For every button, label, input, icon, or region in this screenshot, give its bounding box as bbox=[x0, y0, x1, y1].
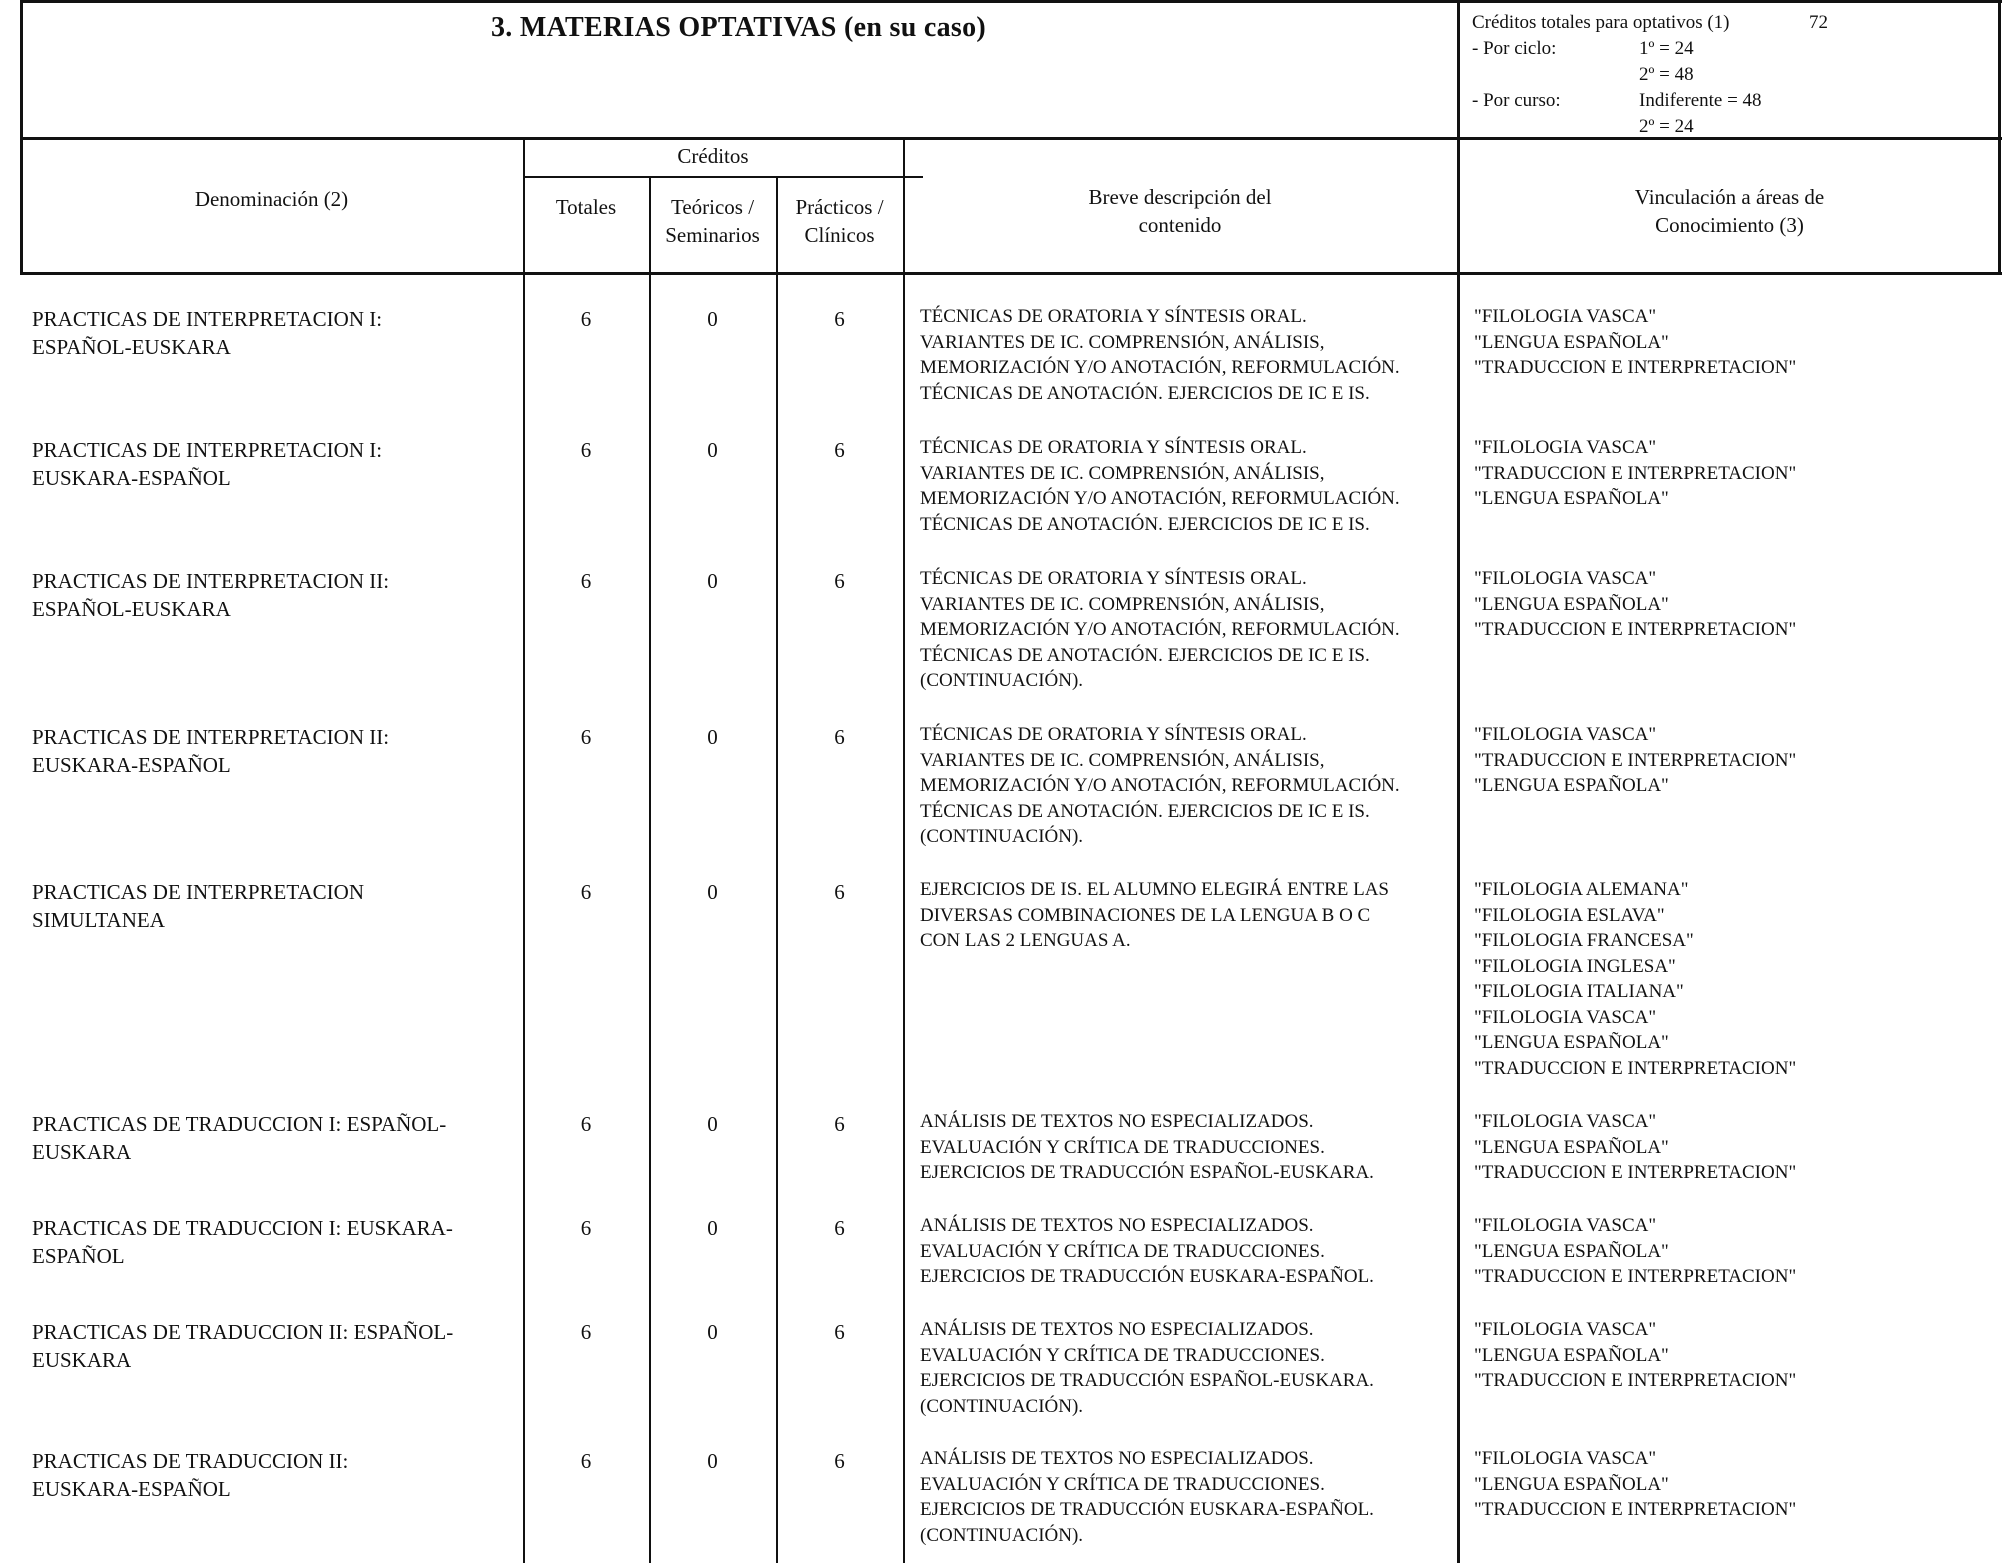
row-0-name bbox=[32, 305, 382, 361]
row-8-desc-line1: ANÁLISIS DE TEXTOS NO ESPECIALIZADOS. bbox=[920, 1448, 1314, 1469]
per-course-first: Indiferente = 48 bbox=[1639, 90, 1762, 111]
row-0-practicos: 6 bbox=[834, 307, 845, 331]
per-cycle-label: - Por ciclo: bbox=[1472, 38, 1557, 59]
row-2-name bbox=[32, 567, 389, 623]
col-totales-border bbox=[649, 176, 651, 1563]
row-0-area-3: "TRADUCCION E INTERPRETACION" bbox=[1474, 357, 1797, 378]
row-0-name-line1: PRACTICAS DE INTERPRETACION I: bbox=[32, 307, 383, 331]
row-5-desc-line1: ANÁLISIS DE TEXTOS NO ESPECIALIZADOS. bbox=[920, 1111, 1314, 1132]
row-2-area-3: "TRADUCCION E INTERPRETACION" bbox=[1474, 619, 1797, 640]
col-header-totales: Totales bbox=[555, 195, 617, 219]
row-5-teoricos: 0 bbox=[707, 1112, 718, 1136]
row-6-desc-line1: ANÁLISIS DE TEXTOS NO ESPECIALIZADOS. bbox=[920, 1215, 1314, 1236]
row-7-desc-line3: EJERCICIOS DE TRADUCCIÓN ESPAÑOL-EUSKARA. bbox=[920, 1370, 1374, 1391]
row-8-area-2: "LENGUA ESPAÑOLA" bbox=[1474, 1473, 1669, 1495]
row-1-name-line1: PRACTICAS DE INTERPRETACION I: bbox=[32, 438, 383, 462]
row-2-description bbox=[920, 566, 1400, 694]
row-1-desc-line3: MEMORIZACIÓN Y/O ANOTACIÓN, REFORMULACIÓN. bbox=[920, 488, 1400, 509]
row-1-desc-line2: VARIANTES DE IC. COMPRENSIÓN, ANÁLISIS, bbox=[920, 462, 1325, 484]
row-6-desc-line2: EVALUACIÓN Y CRÍTICA DE TRADUCCIONES. bbox=[920, 1240, 1325, 1262]
row-2-desc-line1: TÉCNICAS DE ORATORIA Y SÍNTESIS ORAL. bbox=[920, 568, 1307, 589]
col-header-teoricos bbox=[649, 193, 776, 249]
row-6-area-1: "FILOLOGIA VASCA" bbox=[1474, 1215, 1657, 1236]
row-4-area-6: "FILOLOGIA VASCA" bbox=[1474, 1006, 1657, 1028]
col-header-practicos-line2: Clínicos bbox=[804, 223, 875, 247]
row-7-description bbox=[920, 1317, 1374, 1419]
row-8-area-1: "FILOLOGIA VASCA" bbox=[1474, 1448, 1657, 1469]
row-7-totales: 6 bbox=[580, 1320, 592, 1344]
row-1-name bbox=[32, 436, 382, 492]
row-8-area-3: "TRADUCCION E INTERPRETACION" bbox=[1474, 1499, 1797, 1520]
row-3-desc-line3: MEMORIZACIÓN Y/O ANOTACIÓN, REFORMULACIÓN. bbox=[920, 775, 1400, 796]
row-7-area-1: "FILOLOGIA VASCA" bbox=[1474, 1319, 1657, 1340]
row-0-desc-line1: TÉCNICAS DE ORATORIA Y SÍNTESIS ORAL. bbox=[920, 306, 1307, 327]
row-5-area-1: "FILOLOGIA VASCA" bbox=[1474, 1111, 1657, 1132]
row-0-name-line2: ESPAÑOL-EUSKARA bbox=[32, 335, 231, 359]
row-8-name bbox=[32, 1447, 348, 1503]
row-3-name-line1: PRACTICAS DE INTERPRETACION II: bbox=[32, 725, 390, 749]
row-4-area-8: "TRADUCCION E INTERPRETACION" bbox=[1474, 1057, 1797, 1079]
row-3-teoricos: 0 bbox=[707, 725, 718, 749]
credits-summary bbox=[1472, 10, 1992, 140]
row-6-area-2: "LENGUA ESPAÑOLA" bbox=[1474, 1240, 1669, 1262]
row-8-desc-line2: EVALUACIÓN Y CRÍTICA DE TRADUCCIONES. bbox=[920, 1473, 1325, 1495]
row-6-totales: 6 bbox=[580, 1216, 592, 1240]
col-header-practicos-line1: Prácticos / bbox=[795, 195, 884, 219]
row-2-totales: 6 bbox=[580, 569, 592, 593]
col-header-creditos: Créditos bbox=[677, 144, 749, 168]
row-1-area-3: "LENGUA ESPAÑOLA" bbox=[1474, 488, 1669, 509]
column-header-divider bbox=[20, 272, 2002, 275]
row-7-name bbox=[32, 1318, 453, 1374]
credits-total-label: Créditos totales para optativos (1) bbox=[1472, 12, 1730, 33]
row-6-description bbox=[920, 1213, 1374, 1290]
row-1-desc-line4: TÉCNICAS DE ANOTACIÓN. EJERCICIOS DE IC E IS. bbox=[920, 513, 1370, 535]
row-0-area-2: "LENGUA ESPAÑOLA" bbox=[1474, 331, 1669, 353]
row-7-area-2: "LENGUA ESPAÑOLA" bbox=[1474, 1344, 1669, 1366]
row-4-practicos: 6 bbox=[834, 880, 845, 904]
row-5-areas bbox=[1474, 1109, 1796, 1186]
row-4-area-1: "FILOLOGIA ALEMANA" bbox=[1474, 879, 1689, 900]
row-6-desc-line3: EJERCICIOS DE TRADUCCIÓN EUSKARA-ESPAÑOL. bbox=[920, 1266, 1374, 1287]
col-header-descripcion-line2: contenido bbox=[1138, 213, 1222, 237]
row-1-area-2: "TRADUCCION E INTERPRETACION" bbox=[1474, 462, 1797, 484]
col-header-vinculacion-line1: Vinculación a áreas de bbox=[1634, 185, 1825, 209]
row-4-desc-line3: CON LAS 2 LENGUAS A. bbox=[920, 930, 1131, 951]
row-1-name-line2: EUSKARA-ESPAÑOL bbox=[32, 466, 231, 490]
row-7-practicos: 6 bbox=[834, 1320, 845, 1344]
row-3-desc-line1: TÉCNICAS DE ORATORIA Y SÍNTESIS ORAL. bbox=[920, 724, 1307, 745]
row-3-description bbox=[920, 722, 1400, 850]
row-1-practicos: 6 bbox=[834, 438, 845, 462]
row-8-areas bbox=[1474, 1446, 1796, 1523]
row-8-name-line2: EUSKARA-ESPAÑOL bbox=[32, 1477, 231, 1501]
row-6-teoricos: 0 bbox=[707, 1216, 718, 1240]
col-header-descripcion bbox=[903, 183, 1457, 239]
per-cycle-second: 2º = 48 bbox=[1639, 64, 1694, 85]
col-header-teoricos-line1: Teóricos / bbox=[670, 195, 755, 219]
row-5-practicos: 6 bbox=[834, 1112, 845, 1136]
row-6-name-line2: ESPAÑOL bbox=[32, 1244, 125, 1268]
top-border bbox=[20, 0, 2002, 3]
row-1-areas bbox=[1474, 435, 1796, 512]
row-3-area-2: "TRADUCCION E INTERPRETACION" bbox=[1474, 749, 1797, 771]
row-8-desc-line4: (CONTINUACIÓN). bbox=[920, 1524, 1084, 1546]
row-4-desc-line2: DIVERSAS COMBINACIONES DE LA LENGUA B O C bbox=[920, 904, 1371, 926]
col-denominacion-border bbox=[523, 137, 525, 1563]
col-header-teoricos-line2: Seminarios bbox=[665, 223, 760, 247]
row-2-desc-line2: VARIANTES DE IC. COMPRENSIÓN, ANÁLISIS, bbox=[920, 593, 1325, 615]
row-5-area-2: "LENGUA ESPAÑOLA" bbox=[1474, 1136, 1669, 1158]
row-2-practicos: 6 bbox=[834, 569, 845, 593]
row-1-totales: 6 bbox=[580, 438, 592, 462]
row-0-totales: 6 bbox=[580, 307, 592, 331]
row-4-area-5: "FILOLOGIA ITALIANA" bbox=[1474, 981, 1684, 1002]
row-0-areas bbox=[1474, 304, 1796, 381]
row-4-totales: 6 bbox=[580, 880, 592, 904]
row-4-name bbox=[32, 878, 364, 934]
row-8-name-line1: PRACTICAS DE TRADUCCION II: bbox=[32, 1449, 349, 1473]
row-3-desc-line2: VARIANTES DE IC. COMPRENSIÓN, ANÁLISIS, bbox=[920, 749, 1325, 771]
col-header-vinculacion-line2: Conocimiento (3) bbox=[1655, 213, 1804, 237]
row-0-desc-line4: TÉCNICAS DE ANOTACIÓN. EJERCICIOS DE IC E IS. bbox=[920, 382, 1370, 404]
row-3-name-line2: EUSKARA-ESPAÑOL bbox=[32, 753, 231, 777]
row-3-desc-line4: TÉCNICAS DE ANOTACIÓN. EJERCICIOS DE IC E IS. bbox=[920, 800, 1370, 822]
col-header-vinculacion bbox=[1457, 183, 2002, 239]
row-5-name-line1: PRACTICAS DE TRADUCCION I: ESPAÑOL- bbox=[32, 1112, 447, 1136]
row-2-desc-line5: (CONTINUACIÓN). bbox=[920, 670, 1084, 691]
per-course-label: - Por curso: bbox=[1472, 90, 1561, 111]
row-7-desc-line4: (CONTINUACIÓN). bbox=[920, 1395, 1084, 1417]
row-8-description bbox=[920, 1446, 1374, 1548]
row-0-desc-line3: MEMORIZACIÓN Y/O ANOTACIÓN, REFORMULACIÓN. bbox=[920, 357, 1400, 378]
col-header-denominacion: Denominación (2) bbox=[194, 187, 349, 211]
row-3-area-1: "FILOLOGIA VASCA" bbox=[1474, 724, 1657, 745]
row-7-areas bbox=[1474, 1317, 1796, 1394]
row-1-area-1: "FILOLOGIA VASCA" bbox=[1474, 437, 1657, 458]
row-2-desc-line4: TÉCNICAS DE ANOTACIÓN. EJERCICIOS DE IC E IS. bbox=[920, 644, 1370, 666]
row-7-name-line2: EUSKARA bbox=[32, 1348, 132, 1372]
row-4-area-7: "LENGUA ESPAÑOLA" bbox=[1474, 1032, 1669, 1053]
row-2-name-line1: PRACTICAS DE INTERPRETACION II: bbox=[32, 569, 390, 593]
row-8-teoricos: 0 bbox=[707, 1449, 718, 1473]
per-course-second: 2º = 24 bbox=[1639, 116, 1694, 137]
creditos-divider bbox=[523, 176, 923, 178]
row-0-description bbox=[920, 304, 1400, 406]
row-7-name-line1: PRACTICAS DE TRADUCCION II: ESPAÑOL- bbox=[32, 1320, 454, 1344]
row-7-desc-line2: EVALUACIÓN Y CRÍTICA DE TRADUCCIONES. bbox=[920, 1344, 1325, 1366]
row-6-name bbox=[32, 1214, 453, 1270]
row-7-desc-line1: ANÁLISIS DE TEXTOS NO ESPECIALIZADOS. bbox=[920, 1319, 1314, 1340]
row-5-area-3: "TRADUCCION E INTERPRETACION" bbox=[1474, 1162, 1797, 1183]
row-8-desc-line3: EJERCICIOS DE TRADUCCIÓN EUSKARA-ESPAÑOL. bbox=[920, 1499, 1374, 1520]
row-0-teoricos: 0 bbox=[707, 307, 718, 331]
row-7-area-3: "TRADUCCION E INTERPRETACION" bbox=[1474, 1370, 1797, 1391]
row-5-desc-line3: EJERCICIOS DE TRADUCCIÓN ESPAÑOL-EUSKARA. bbox=[920, 1162, 1374, 1183]
row-1-teoricos: 0 bbox=[707, 438, 718, 462]
row-2-desc-line3: MEMORIZACIÓN Y/O ANOTACIÓN, REFORMULACIÓN. bbox=[920, 619, 1400, 640]
row-3-name bbox=[32, 723, 389, 779]
row-4-desc-line1: EJERCICIOS DE IS. EL ALUMNO ELEGIRÁ ENTRE LAS bbox=[920, 879, 1389, 900]
row-4-area-2: "FILOLOGIA ESLAVA" bbox=[1474, 904, 1665, 926]
col-header-practicos bbox=[776, 193, 903, 249]
row-5-description bbox=[920, 1109, 1374, 1186]
row-5-name bbox=[32, 1110, 446, 1166]
row-3-areas bbox=[1474, 722, 1796, 799]
row-6-name-line1: PRACTICAS DE TRADUCCION I: EUSKARA- bbox=[32, 1216, 453, 1240]
row-6-practicos: 6 bbox=[834, 1216, 845, 1240]
row-1-desc-line1: TÉCNICAS DE ORATORIA Y SÍNTESIS ORAL. bbox=[920, 437, 1307, 458]
row-2-teoricos: 0 bbox=[707, 569, 718, 593]
row-5-name-line2: EUSKARA bbox=[32, 1140, 132, 1164]
row-4-name-line1: PRACTICAS DE INTERPRETACION bbox=[32, 880, 365, 904]
row-8-totales: 6 bbox=[580, 1449, 592, 1473]
section-title: 3. MATERIAS OPTATIVAS (en su caso) bbox=[490, 12, 987, 43]
col-practicos-border bbox=[903, 137, 905, 1563]
row-2-area-1: "FILOLOGIA VASCA" bbox=[1474, 568, 1657, 589]
row-4-areas bbox=[1474, 877, 1796, 1081]
document-page bbox=[20, 0, 2002, 1563]
row-5-totales: 6 bbox=[580, 1112, 592, 1136]
row-6-area-3: "TRADUCCION E INTERPRETACION" bbox=[1474, 1266, 1797, 1287]
col-header-descripcion-line1: Breve descripción del bbox=[1088, 185, 1272, 209]
row-6-areas bbox=[1474, 1213, 1796, 1290]
row-7-teoricos: 0 bbox=[707, 1320, 718, 1344]
row-3-practicos: 6 bbox=[834, 725, 845, 749]
row-4-description bbox=[920, 877, 1389, 954]
row-4-teoricos: 0 bbox=[707, 880, 718, 904]
row-3-totales: 6 bbox=[580, 725, 592, 749]
row-3-area-3: "LENGUA ESPAÑOLA" bbox=[1474, 775, 1669, 796]
row-3-desc-line5: (CONTINUACIÓN). bbox=[920, 826, 1084, 847]
credits-total-value: 72 bbox=[1809, 12, 1828, 33]
row-4-area-3: "FILOLOGIA FRANCESA" bbox=[1474, 930, 1694, 951]
row-5-desc-line2: EVALUACIÓN Y CRÍTICA DE TRADUCCIONES. bbox=[920, 1136, 1325, 1158]
row-2-area-2: "LENGUA ESPAÑOLA" bbox=[1474, 593, 1669, 615]
row-4-area-4: "FILOLOGIA INGLESA" bbox=[1474, 955, 1676, 977]
row-0-desc-line2: VARIANTES DE IC. COMPRENSIÓN, ANÁLISIS, bbox=[920, 331, 1325, 353]
row-8-practicos: 6 bbox=[834, 1449, 845, 1473]
row-1-description bbox=[920, 435, 1400, 537]
per-cycle-first: 1º = 24 bbox=[1639, 38, 1694, 59]
row-0-area-1: "FILOLOGIA VASCA" bbox=[1474, 306, 1657, 327]
row-4-name-line2: SIMULTANEA bbox=[32, 908, 165, 932]
row-2-areas bbox=[1474, 566, 1796, 643]
row-2-name-line2: ESPAÑOL-EUSKARA bbox=[32, 597, 231, 621]
col-teoricos-border bbox=[776, 176, 778, 1563]
